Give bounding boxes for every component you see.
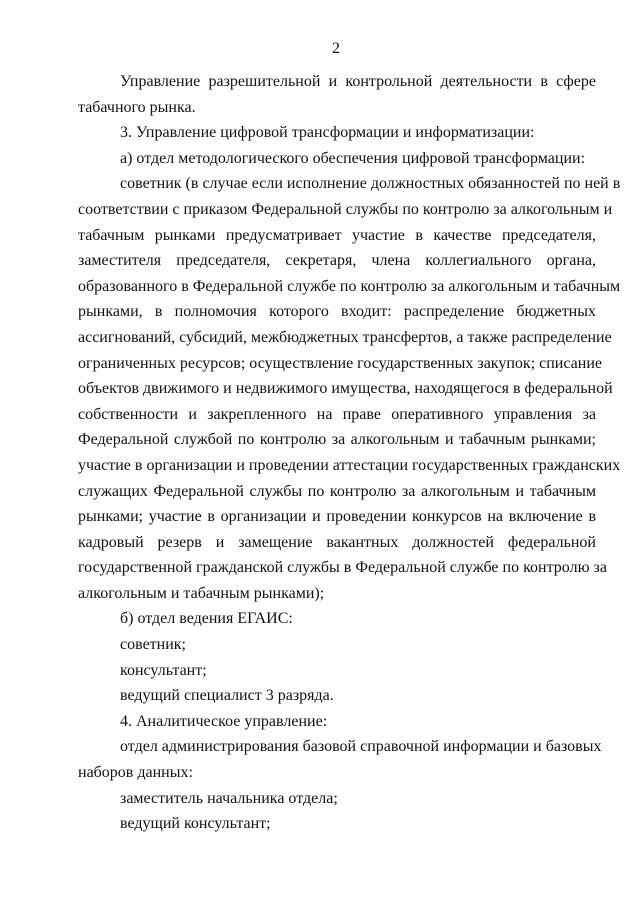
text-line: государственной гражданской службы в Федеральной службе по контролю за — [78, 559, 607, 577]
list-item: консультант; — [120, 661, 207, 679]
text-line: Федеральной службой по контролю за алкогольным и табачным рынками; — [78, 431, 596, 449]
text-line: кадровый резерв и замещение вакантных должностей федеральной — [78, 533, 596, 551]
text-line: служащих Федеральной службы по контролю за алкогольным и табачным — [78, 482, 596, 500]
text-line: участие в организации и проведении аттестации государственных гражданских — [78, 456, 621, 474]
list-item: ведущий специалист 3 разряда. — [120, 687, 334, 705]
text-line: отдел администрирования базовой справочной информации и базовых — [120, 738, 602, 756]
subsection-heading: а) отдел методологического обеспечения цифровой трансформации: — [120, 149, 586, 167]
text-line: наборов данных: — [78, 764, 193, 782]
text-line: алкогольным и табачным рынками); — [78, 584, 325, 602]
text-line: соответствии с приказом Федеральной службы по контролю за алкогольным и — [78, 200, 613, 218]
section-heading: 4. Аналитическое управление: — [120, 712, 328, 730]
text-line: объектов движимого и недвижимого имущества, находящегося в федеральной — [78, 380, 613, 398]
list-item: советник; — [120, 636, 186, 654]
text-line: табачного рынка. — [78, 98, 196, 116]
text-line: Управление разрешительной и контрольной деятельности в сфере — [120, 73, 596, 90]
text-line: советник (в случае если исполнение должностных обязанностей по ней в — [120, 175, 621, 193]
page-number: 2 — [332, 40, 340, 57]
text-line: рынками; участие в организации и проведении конкурсов на включение в — [78, 508, 596, 526]
subsection-heading: б) отдел ведения ЕГАИС: — [120, 610, 293, 628]
document-body — [78, 69, 621, 837]
list-item: ведущий консультант; — [120, 815, 271, 833]
section-heading: 3. Управление цифровой трансформации и информатизации: — [120, 124, 535, 142]
text-line: табачным рынками предусматривает участие в качестве председателя, — [78, 226, 596, 244]
text-line: рынками, в полномочия которого входит: распределение бюджетных — [78, 303, 596, 321]
text-line: заместителя председателя, секретаря, члена коллегиального органа, — [78, 252, 596, 270]
text-line: ограниченных ресурсов; осуществление государственных закупок; списание — [78, 354, 602, 372]
text-line: образованного в Федеральной службе по контролю за алкогольным и табачным — [78, 277, 621, 295]
text-line: собственности и закрепленного на праве оперативного управления за — [78, 405, 596, 423]
list-item: заместитель начальника отдела; — [120, 789, 338, 807]
text-line: ассигнований, субсидий, межбюджетных трансфертов, а также распределение — [78, 328, 612, 346]
